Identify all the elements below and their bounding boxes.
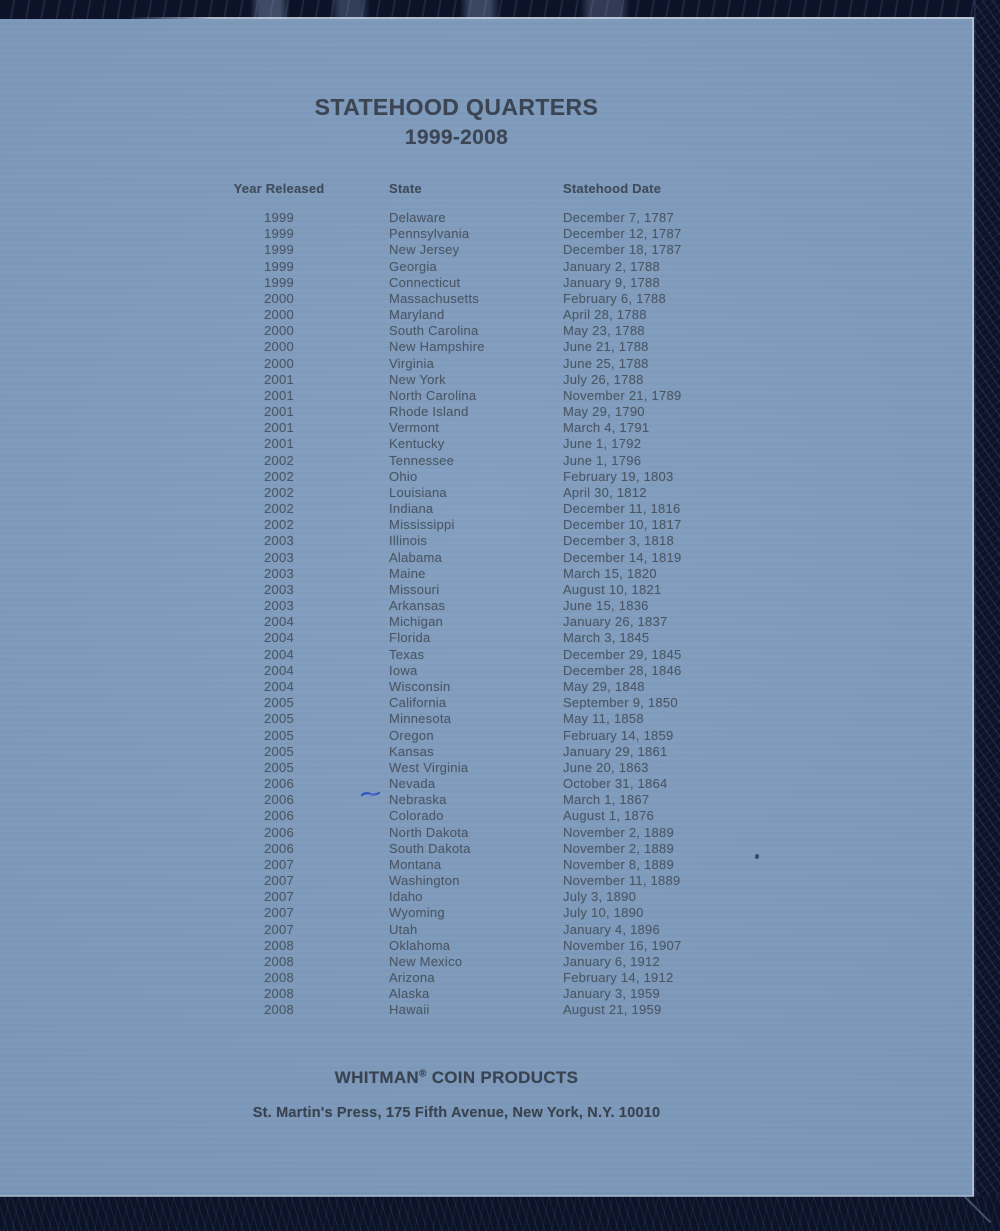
table-row: [204, 711, 824, 727]
row-year-released: 2002: [264, 484, 294, 500]
row-statehood-date: July 26, 1788: [563, 371, 644, 387]
row-state: Nebraska: [389, 792, 447, 808]
row-year-released: 2002: [264, 468, 294, 484]
col-header-state: State: [389, 181, 422, 196]
table-row: [204, 323, 824, 339]
row-year-released: 2001: [264, 404, 294, 420]
table-row: [204, 938, 824, 954]
row-statehood-date: November 8, 1889: [563, 856, 674, 872]
row-year-released: 2006: [264, 824, 294, 840]
table-row: [204, 905, 824, 921]
row-state: Maine: [389, 565, 426, 581]
row-statehood-date: November 11, 1889: [563, 873, 681, 889]
row-state: Nevada: [389, 776, 436, 792]
table-row: [204, 388, 824, 404]
row-statehood-date: February 19, 1803: [563, 468, 674, 484]
row-state: Utah: [389, 921, 418, 937]
row-year-released: 2006: [264, 840, 294, 856]
row-year-released: 2008: [264, 1002, 294, 1018]
row-statehood-date: November 2, 1889: [563, 840, 674, 856]
table-row: [204, 582, 824, 598]
row-year-released: 1999: [264, 258, 294, 274]
row-year-released: 2004: [264, 678, 294, 694]
row-year-released: 2004: [264, 614, 294, 630]
table-row: [204, 275, 824, 291]
row-statehood-date: July 10, 1890: [563, 905, 644, 921]
row-year-released: 1999: [264, 242, 294, 258]
row-year-released: 2002: [264, 517, 294, 533]
row-year-released: 2001: [264, 371, 294, 387]
table-row: [204, 339, 824, 355]
row-year-released: 2008: [264, 986, 294, 1002]
row-state: Alaska: [389, 986, 430, 1002]
table-row: [204, 1002, 824, 1018]
table-row: [204, 841, 824, 857]
row-statehood-date: December 18, 1787: [563, 242, 682, 258]
table-row: [204, 404, 824, 420]
table-row: [204, 372, 824, 388]
row-statehood-date: July 3, 1890: [563, 889, 637, 905]
table-row: [204, 970, 824, 986]
table-row: [204, 242, 824, 258]
row-year-released: 2007: [264, 856, 294, 872]
row-statehood-date: December 12, 1787: [563, 226, 682, 242]
publisher-name: WHITMAN: [334, 1068, 420, 1087]
row-state: Iowa: [389, 662, 418, 678]
row-year-released: 2007: [264, 905, 294, 921]
row-statehood-date: April 28, 1788: [563, 307, 647, 323]
publisher-address: St. Martin's Press, 175 Fifth Avenue, New York, N.Y. 10010: [252, 1105, 661, 1121]
row-statehood-date: December 10, 1817: [563, 517, 682, 533]
row-year-released: 2007: [264, 873, 294, 889]
row-state: North Carolina: [389, 387, 477, 403]
row-statehood-date: October 31, 1864: [563, 776, 668, 792]
row-state: Arkansas: [389, 598, 446, 614]
table-row: [204, 630, 824, 646]
row-year-released: 2001: [264, 387, 294, 403]
row-state: Delaware: [389, 210, 446, 225]
row-state: Georgia: [389, 258, 437, 274]
row-state: Wisconsin: [389, 678, 451, 694]
row-state: Mississippi: [389, 517, 455, 533]
paper-top-edge-highlight: [128, 17, 974, 19]
table-row: [204, 469, 824, 485]
row-state: New York: [389, 371, 446, 387]
row-year-released: 2003: [264, 581, 294, 597]
table-row: [204, 420, 824, 436]
table-row: [204, 792, 824, 808]
row-year-released: 1999: [264, 226, 294, 242]
row-statehood-date: March 15, 1820: [563, 565, 657, 581]
row-statehood-date: January 26, 1837: [563, 614, 668, 630]
table-header-row: [204, 181, 824, 196]
row-year-released: 2001: [264, 420, 294, 436]
row-state: Arizona: [389, 970, 435, 986]
row-statehood-date: September 9, 1850: [563, 695, 678, 711]
row-statehood-date: January 3, 1959: [563, 986, 660, 1002]
table-row: [204, 695, 824, 711]
binder-cover-bottom-edge: [0, 1196, 1000, 1231]
col-header-statehood-date: Statehood Date: [563, 181, 662, 196]
table-row: [204, 226, 824, 242]
row-statehood-date: January 9, 1788: [563, 274, 660, 290]
row-state: Vermont: [389, 420, 440, 436]
row-year-released: 2005: [264, 711, 294, 727]
row-state: Oregon: [389, 727, 434, 743]
row-year-released: 2007: [264, 921, 294, 937]
row-state: North Dakota: [389, 824, 469, 840]
row-statehood-date: May 29, 1790: [563, 404, 645, 420]
row-state: Maryland: [389, 307, 445, 323]
row-year-released: 2004: [264, 662, 294, 678]
row-statehood-date: December 7, 1787: [563, 210, 674, 225]
row-statehood-date: June 15, 1836: [563, 598, 649, 614]
publisher-products-label: COIN PRODUCTS: [426, 1068, 579, 1087]
row-state: California: [389, 695, 447, 711]
table-row: [204, 744, 824, 760]
row-state: Kansas: [389, 743, 434, 759]
row-year-released: 2003: [264, 533, 294, 549]
row-statehood-date: November 21, 1789: [563, 387, 682, 403]
row-statehood-date: February 14, 1859: [563, 727, 674, 743]
row-statehood-date: August 10, 1821: [563, 581, 662, 597]
row-statehood-date: November 16, 1907: [563, 937, 682, 953]
table-row: [204, 517, 824, 533]
table-row: [204, 356, 824, 372]
row-statehood-date: January 29, 1861: [563, 743, 668, 759]
table-row: [204, 533, 824, 549]
row-state: Louisiana: [389, 484, 447, 500]
table-row: [204, 889, 824, 905]
col-header-year-released: Year Released: [233, 181, 325, 196]
table-row: [204, 776, 824, 792]
row-year-released: 2006: [264, 792, 294, 808]
table-row: [204, 857, 824, 873]
row-statehood-date: November 2, 1889: [563, 824, 674, 840]
row-year-released: 1999: [264, 274, 294, 290]
table-row: [204, 647, 824, 663]
row-state: Rhode Island: [389, 404, 469, 420]
row-statehood-date: January 6, 1912: [563, 953, 660, 969]
row-state: Pennsylvania: [389, 226, 470, 242]
row-statehood-date: March 3, 1845: [563, 630, 650, 646]
table-row: [204, 436, 824, 452]
row-year-released: 2005: [264, 695, 294, 711]
table-row: [204, 954, 824, 970]
row-state: South Dakota: [389, 840, 471, 856]
row-year-released: 2005: [264, 743, 294, 759]
row-statehood-date: March 1, 1867: [563, 792, 650, 808]
row-state: Connecticut: [389, 274, 461, 290]
row-year-released: 2008: [264, 953, 294, 969]
row-statehood-date: June 21, 1788: [563, 339, 649, 355]
table-row: [204, 485, 824, 501]
table-row: [204, 566, 824, 582]
row-statehood-date: June 1, 1792: [563, 436, 642, 452]
row-state: New Jersey: [389, 242, 460, 258]
row-year-released: 2008: [264, 937, 294, 953]
row-state: Michigan: [389, 614, 444, 630]
row-state: Washington: [389, 873, 460, 889]
row-state: Florida: [389, 630, 431, 646]
row-statehood-date: January 2, 1788: [563, 258, 660, 274]
row-state: Texas: [389, 646, 425, 662]
row-year-released: 2002: [264, 452, 294, 468]
row-statehood-date: December 3, 1818: [563, 533, 674, 549]
row-year-released: 2005: [264, 759, 294, 775]
publisher-line: [0, 1068, 913, 1088]
row-statehood-date: May 23, 1788: [563, 323, 645, 339]
page-subtitle: 1999-2008: [404, 126, 509, 149]
row-state: Colorado: [389, 808, 444, 824]
table-row: [204, 259, 824, 275]
row-state: Ohio: [389, 468, 418, 484]
table-row: [204, 922, 824, 938]
table-body: [204, 210, 824, 1019]
album-page: [0, 19, 974, 1196]
row-state: Illinois: [389, 533, 428, 549]
table-row: [204, 825, 824, 841]
table-row: [204, 598, 824, 614]
table-row: [204, 986, 824, 1002]
registered-trademark-icon: ®: [419, 1068, 427, 1080]
row-statehood-date: February 6, 1788: [563, 290, 667, 306]
row-statehood-date: May 11, 1858: [563, 711, 644, 727]
row-state: Oklahoma: [389, 937, 451, 953]
row-statehood-date: February 14, 1912: [563, 970, 674, 986]
row-year-released: 2000: [264, 307, 294, 323]
row-state: New Hampshire: [389, 339, 485, 355]
row-year-released: 1999: [264, 210, 294, 225]
row-state: Idaho: [389, 889, 423, 905]
row-statehood-date: June 20, 1863: [563, 759, 649, 775]
row-statehood-date: December 14, 1819: [563, 549, 682, 565]
row-state: Montana: [389, 856, 442, 872]
row-year-released: 2000: [264, 290, 294, 306]
row-year-released: 2000: [264, 355, 294, 371]
table-row: [204, 453, 824, 469]
row-statehood-date: June 25, 1788: [563, 355, 649, 371]
row-state: Massachusetts: [389, 290, 479, 306]
row-statehood-date: June 1, 1796: [563, 452, 642, 468]
table-row: [204, 291, 824, 307]
row-year-released: 2001: [264, 436, 294, 452]
table-row: [204, 550, 824, 566]
table-row: [204, 728, 824, 744]
row-statehood-date: December 29, 1845: [563, 646, 682, 662]
table-row: [204, 614, 824, 630]
row-statehood-date: December 28, 1846: [563, 662, 682, 678]
row-year-released: 2000: [264, 339, 294, 355]
row-year-released: 2003: [264, 565, 294, 581]
statehood-table: [204, 181, 824, 1019]
row-year-released: 2000: [264, 323, 294, 339]
row-year-released: 2005: [264, 727, 294, 743]
row-year-released: 2006: [264, 776, 294, 792]
row-statehood-date: August 1, 1876: [563, 808, 654, 824]
row-state: South Carolina: [389, 323, 479, 339]
row-year-released: 2004: [264, 630, 294, 646]
row-state: Alabama: [389, 549, 443, 565]
row-statehood-date: December 11, 1816: [563, 501, 681, 517]
table-row: [204, 210, 824, 226]
row-year-released: 2007: [264, 889, 294, 905]
row-state: New Mexico: [389, 953, 463, 969]
row-state: Indiana: [389, 501, 434, 517]
row-year-released: 2006: [264, 808, 294, 824]
row-state: Minnesota: [389, 711, 452, 727]
row-state: Virginia: [389, 355, 435, 371]
row-state: West Virginia: [389, 759, 469, 775]
table-row: [204, 501, 824, 517]
row-state: Tennessee: [389, 452, 455, 468]
row-year-released: 2004: [264, 646, 294, 662]
row-state: Kentucky: [389, 436, 445, 452]
row-year-released: 2002: [264, 501, 294, 517]
table-row: [204, 679, 824, 695]
row-statehood-date: January 4, 1896: [563, 921, 660, 937]
row-state: Missouri: [389, 581, 440, 597]
table-row: [204, 808, 824, 824]
page-title: STATEHOOD QUARTERS: [314, 94, 599, 120]
row-statehood-date: August 21, 1959: [563, 1002, 662, 1018]
table-row: [204, 663, 824, 679]
row-state: Hawaii: [389, 1002, 430, 1018]
row-year-released: 2003: [264, 598, 294, 614]
table-row: [204, 307, 824, 323]
row-statehood-date: March 4, 1791: [563, 420, 650, 436]
row-year-released: 2003: [264, 549, 294, 565]
row-year-released: 2008: [264, 970, 294, 986]
row-statehood-date: April 30, 1812: [563, 484, 647, 500]
blue-ink-mark: [360, 788, 382, 800]
row-state: Wyoming: [389, 905, 445, 921]
row-statehood-date: May 29, 1848: [563, 678, 645, 694]
binder-cover-right-edge: [974, 0, 1000, 1231]
table-row: [204, 760, 824, 776]
table-row: [204, 873, 824, 889]
